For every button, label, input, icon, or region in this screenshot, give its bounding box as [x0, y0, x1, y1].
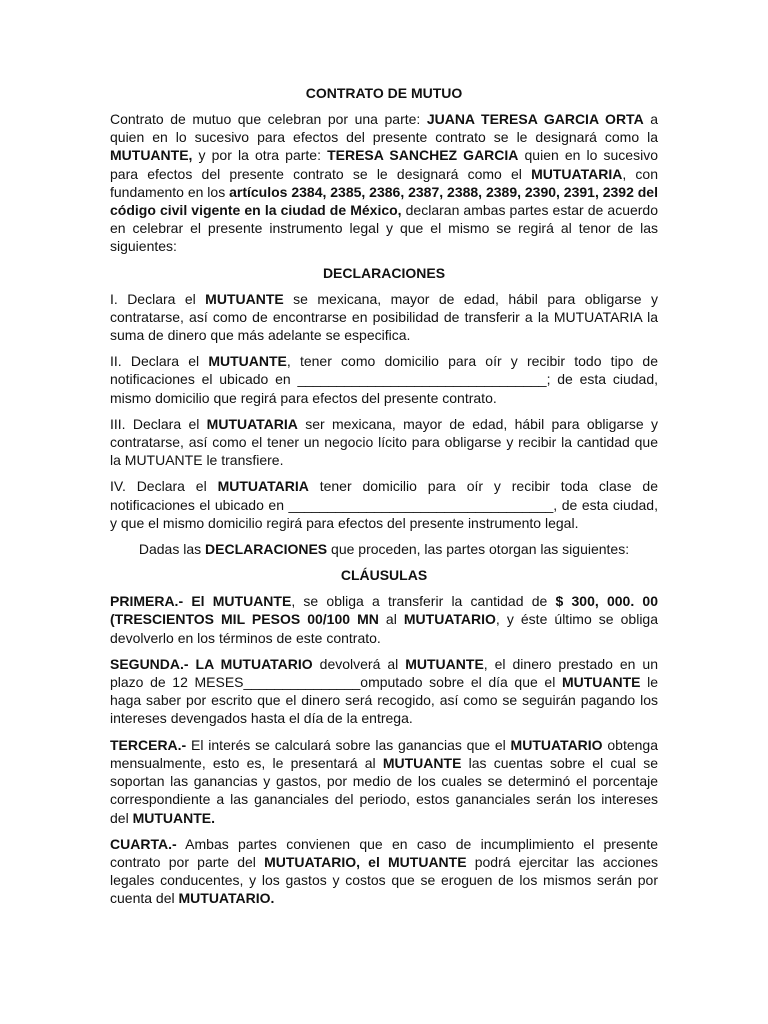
bold-text-segment: MUTUANTE: [405, 655, 484, 672]
text-segment: se mexicana, mayor de edad, hábil para obligarse y contratarse, así como de encontrarse en posibilidad de transferir a la MUTUATARIA la suma de dinero que más adelante se especifica.: [110, 290, 658, 344]
clause-primera: [110, 592, 658, 647]
text-segment: y por la otra parte:: [192, 147, 328, 164]
text-segment: , el dinero prestado en un plazo de 12 MESES_______________omputado sobre el día que el: [110, 655, 659, 691]
bold-text-segment: MUTUANTE: [561, 674, 641, 691]
text-segment: le haga saber por escrito que el dinero será recogido, así como se seguirán pagando los intereses devengados hasta el día de la entrega.: [110, 674, 659, 727]
text-segment: II. Declara el: [110, 353, 209, 370]
bold-text-segment: TERCERA.-: [110, 736, 187, 753]
text-segment: , y éste último se obliga devolverlo en los términos de este contrato.: [110, 611, 659, 646]
text-segment: IV. Declara el: [110, 478, 218, 495]
text-segment: Ambas partes convienen que en caso de incumplimiento el presente contrato por parte del: [110, 835, 658, 870]
clausulas-heading: CLÁUSULAS: [340, 567, 428, 584]
bold-text-segment: TERESA SANCHEZ GARCIA: [327, 147, 519, 164]
bold-text-segment: MUTUATARIO: [403, 611, 496, 628]
bold-text-segment: MUTUANTE: [205, 290, 284, 307]
text-segment: tener domicilio para oír y recibir toda clase de notificaciones el ubicado en __________________________________, de esta ciudad, y que el mismo domicilio regirá para efectos del presente instrumento legal.: [110, 478, 658, 531]
text-segment: III. Declara el: [110, 415, 207, 432]
text-segment: , tener como domicilio para oír y recibir todo tipo de notificaciones el ubicado en ________________________________; de esta ciudad, mismo domicilio que regirá para efectos del presente contrato.: [110, 353, 658, 406]
bold-text-segment: MUTUATARIO.: [178, 890, 275, 907]
declaration-4: [110, 477, 658, 532]
text-segment: declaran ambas partes estar de acuerdo en celebrar el presente instrumento legal y que el mismo se regirá al tenor de las siguientes:: [110, 202, 658, 255]
text-segment: quien en lo sucesivo para efectos del presente contrato se le designará como el: [110, 147, 658, 182]
text-segment: devolverá al: [312, 655, 406, 672]
text-segment: Contrato de mutuo que celebran por una parte:: [110, 111, 427, 127]
bold-text-segment: MUTUATARIA: [217, 478, 309, 495]
bold-text-segment: MUTUATARIA: [531, 165, 623, 182]
clause-cuarta: [110, 835, 658, 908]
text-segment: I. Declara el: [110, 290, 206, 307]
text-segment: Dadas las: [138, 541, 206, 558]
bold-text-segment: JUANA TERESA GARCIA ORTA: [426, 111, 644, 127]
declaraciones-heading: DECLARACIONES: [322, 264, 446, 281]
bold-text-segment: MUTUANTE: [208, 353, 287, 370]
clause-segunda: [110, 655, 658, 728]
bold-text-segment: MUTUATARIO: [510, 736, 603, 753]
bold-text-segment: $ 300, 000. 00 (TRESCIENTOS MIL PESOS 00/100 MN: [110, 593, 658, 628]
declaration-1: [110, 290, 658, 345]
bold-text-segment: MUTUANTE,: [110, 147, 193, 164]
bold-text-segment: SEGUNDA.- LA MUTUATARIO: [110, 655, 313, 672]
bold-text-segment: PRIMERA.- El MUTUANTE: [110, 593, 292, 610]
bold-text-segment: MUTUANTE: [382, 754, 462, 771]
text-segment: ser mexicana, mayor de edad, hábil para obligarse y contratarse, así como el tener un negocio lícito para obligarse y recibir la cantidad que la MUTUANTE le transfiere.: [110, 415, 658, 469]
text-segment: obtenga mensualmente, esto es, le presentará al: [110, 736, 658, 771]
bold-text-segment: DECLARACIONES: [205, 541, 328, 558]
text-segment: podrá ejercitar las acciones legales conducentes, y los gastos y costos que se eroguen de los mismos serán por cuenta del: [110, 853, 658, 907]
bold-text-segment: MUTUATARIO, el MUTUANTE: [264, 853, 467, 870]
clause-tercera: [110, 736, 658, 827]
text-segment: El interés se calculará sobre las ganancias que el: [186, 736, 511, 753]
text-segment: las cuentas sobre el cual se soportan las ganancias y gastos, por medio de los cuales se determinó el porcentaje correspondiente a las gananciales del periodo, estos gananciales serán los intereses del: [110, 754, 658, 826]
bold-text-segment: MUTUATARIA: [206, 415, 298, 432]
text-segment: al: [378, 611, 404, 628]
text-segment: , se obliga a transferir la cantidad de: [291, 593, 556, 610]
dadas-paragraph: [110, 540, 658, 558]
bold-text-segment: artículos 2384, 2385, 2386, 2387, 2388, 2389, 2390, 2391, 2392 del código civil vigente en la ciudad de México,: [110, 183, 658, 219]
document-body: [110, 84, 658, 916]
declaration-3: [110, 415, 658, 470]
bold-text-segment: CUARTA.-: [110, 835, 177, 852]
text-segment: , con fundamento en los: [110, 165, 658, 200]
text-segment: a quien en lo sucesivo para efectos del presente contrato se le designará como la: [110, 111, 658, 146]
bold-text-segment: MUTUANTE.: [132, 809, 216, 826]
declaration-2: [110, 352, 658, 407]
document-title: CONTRATO DE MUTUO: [305, 85, 463, 101]
intro-paragraph: [110, 110, 658, 256]
text-segment: que proceden, las partes otorgan las siguientes:: [327, 541, 630, 558]
